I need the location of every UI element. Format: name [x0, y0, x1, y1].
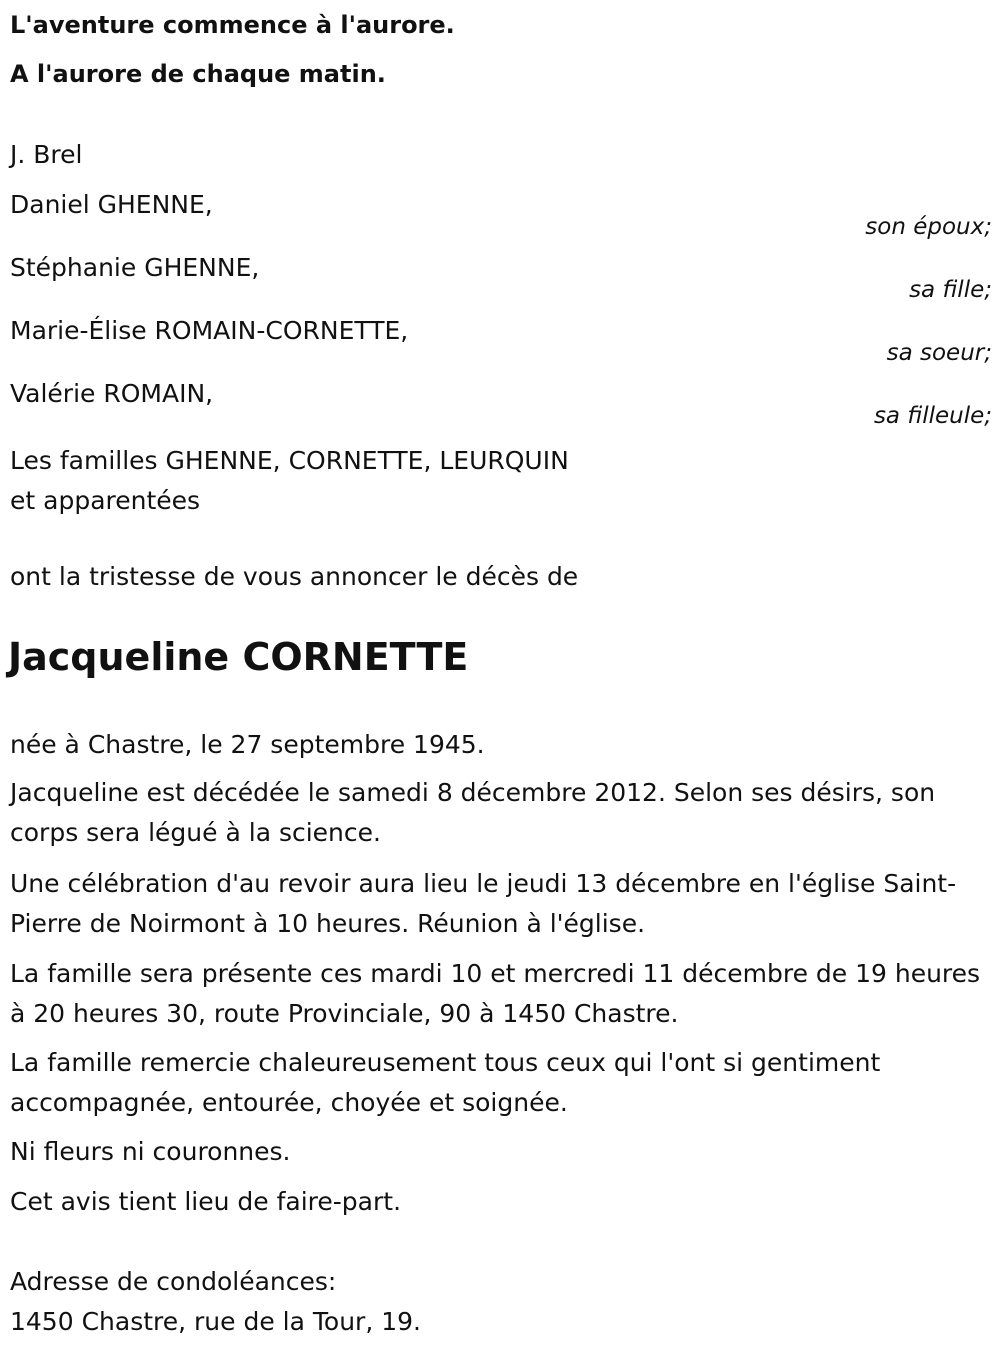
relative-role: sa fille;: [909, 277, 992, 303]
families-line-2: et apparentées: [10, 486, 201, 515]
deceased-name: Jacqueline CORNETTE: [8, 635, 469, 679]
condolences-address: 1450 Chastre, rue de la Tour, 19.: [10, 1307, 421, 1336]
ceremony-paragraph: Une célébration d'au revoir aura lieu le jeudi 13 décembre en l'église Saint-Pierre de Noirmont à 10 heures. Réunion à l'église.: [10, 869, 957, 938]
families-block: [10, 441, 569, 521]
relative-role: sa soeur;: [886, 340, 992, 366]
quote-line-2: A l'aurore de chaque matin.: [10, 60, 386, 88]
relative-name: Daniel GHENNE,: [10, 190, 213, 219]
notice-paragraph: Cet avis tient lieu de faire-part.: [10, 1187, 402, 1216]
relative-name: Stéphanie GHENNE,: [10, 253, 260, 282]
death-paragraph: Jacqueline est décédée le samedi 8 décembre 2012. Selon ses désirs, son corps sera légué à la science.: [10, 778, 936, 847]
thanks-paragraph: La famille remercie chaleureusement tous ceux qui l'ont si gentiment accompagnée, entourée, choyée et soignée.: [10, 1048, 881, 1117]
no-flowers-paragraph: Ni fleurs ni couronnes.: [10, 1137, 291, 1166]
relative-name: Marie-Élise ROMAIN-CORNETTE,: [10, 316, 409, 345]
announcement-text: ont la tristesse de vous annoncer le décès de: [10, 562, 579, 591]
birth-paragraph: née à Chastre, le 27 septembre 1945.: [10, 730, 485, 759]
quote-author: J. Brel: [10, 140, 83, 169]
relative-row: [10, 189, 992, 252]
families-line-1: Les familles GHENNE, CORNETTE, LEURQUIN: [10, 446, 569, 475]
relative-row: [10, 378, 992, 441]
condolences-block: [10, 1262, 421, 1342]
relative-row: [10, 252, 992, 315]
condolences-label: Adresse de condoléances:: [10, 1267, 337, 1296]
quote-line-1: L'aventure commence à l'aurore.: [10, 11, 455, 39]
relative-role: sa filleule;: [873, 403, 992, 429]
relative-row: [10, 315, 992, 378]
relative-role: son époux;: [865, 214, 992, 240]
visitation-paragraph: La famille sera présente ces mardi 10 et mercredi 11 décembre de 19 heures à 20 heures 30, route Provinciale, 90 à 1450 Chastre.: [10, 959, 981, 1028]
relative-name: Valérie ROMAIN,: [10, 379, 214, 408]
